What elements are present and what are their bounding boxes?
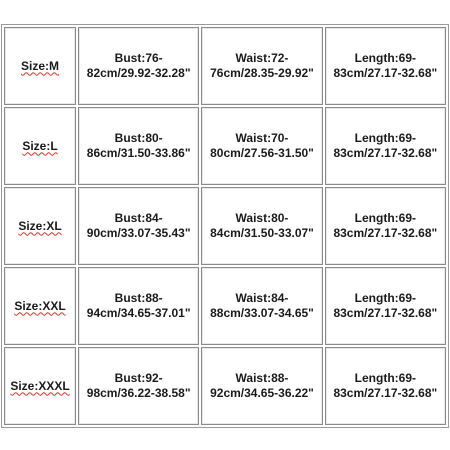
waist-value: Waist:72- 76cm/28.35-29.92"	[210, 51, 314, 80]
length-value: Length:69- 83cm/27.17-32.68"	[333, 371, 438, 400]
bust-value: Bust:88- 94cm/34.65-37.01"	[86, 291, 191, 320]
table-row	[4, 187, 446, 265]
waist-value: Waist:80- 84cm/31.50-33.07"	[210, 211, 314, 240]
size-label: Size:XXXL	[10, 378, 70, 393]
bust-cell	[78, 347, 199, 425]
bust-value: Bust:76- 82cm/29.92-32.28"	[86, 51, 191, 80]
length-value: Length:69- 83cm/27.17-32.68"	[333, 51, 438, 80]
table-row	[4, 107, 446, 185]
length-cell	[325, 27, 446, 105]
length-cell	[325, 187, 446, 265]
size-cell	[4, 27, 76, 105]
waist-value: Waist:70- 80cm/27.56-31.50"	[210, 131, 314, 160]
bust-cell	[78, 267, 199, 345]
waist-cell	[201, 267, 322, 345]
size-cell	[4, 187, 76, 265]
bust-value: Bust:80- 86cm/31.50-33.86"	[86, 131, 191, 160]
length-value: Length:69- 83cm/27.17-32.68"	[333, 131, 438, 160]
size-table	[1, 24, 449, 428]
length-cell	[325, 267, 446, 345]
waist-value: Waist:84- 88cm/33.07-34.65"	[210, 291, 314, 320]
bust-value: Bust:84- 90cm/33.07-35.43"	[86, 211, 191, 240]
size-label: Size:L	[22, 138, 58, 153]
bust-cell	[78, 187, 199, 265]
size-cell	[4, 107, 76, 185]
size-cell	[4, 267, 76, 345]
bust-cell	[78, 27, 199, 105]
waist-cell	[201, 187, 322, 265]
waist-value: Waist:88- 92cm/34.65-36.22"	[210, 371, 314, 400]
size-cell	[4, 347, 76, 425]
table-row	[4, 267, 446, 345]
size-label: Size:M	[20, 58, 59, 73]
waist-cell	[201, 27, 322, 105]
length-value: Length:69- 83cm/27.17-32.68"	[333, 211, 438, 240]
length-value: Length:69- 83cm/27.17-32.68"	[333, 291, 438, 320]
size-label: Size:XL	[18, 218, 62, 233]
length-cell	[325, 347, 446, 425]
waist-cell	[201, 347, 322, 425]
table-row	[4, 27, 446, 105]
size-label: Size:XXL	[14, 298, 66, 313]
waist-cell	[201, 107, 322, 185]
length-cell	[325, 107, 446, 185]
table-row	[4, 347, 446, 425]
bust-value: Bust:92- 98cm/36.22-38.58"	[86, 371, 191, 400]
bust-cell	[78, 107, 199, 185]
